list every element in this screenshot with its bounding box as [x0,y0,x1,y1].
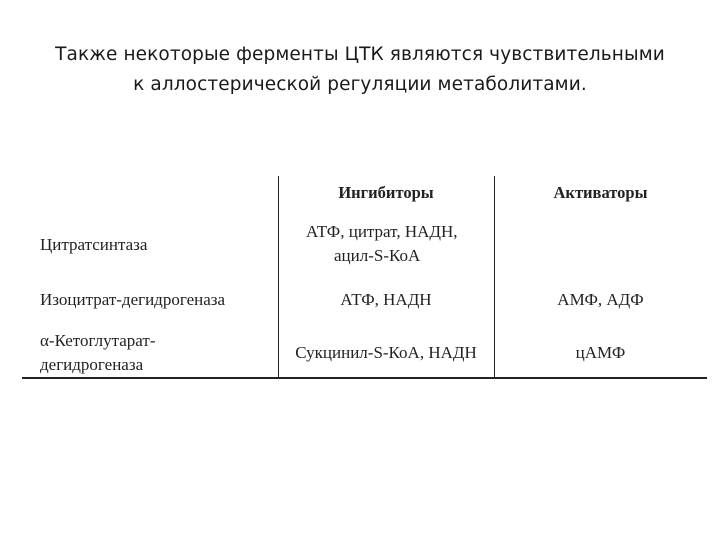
row-2-inhibitors: АТФ, НАДН [340,290,432,309]
header-inhibitors: Ингибиторы [338,183,434,202]
regulation-table [22,172,707,380]
row-2-activators: АМФ, АДФ [557,290,644,309]
slide-title-line-1: Также некоторые ферменты ЦТК являются чувствительными [55,44,665,65]
row-1-inhibitors-line-2: ацил-S-КоА [334,246,421,265]
table-bottom-rule [22,377,707,379]
slide-title-line-2: к аллостерической регуляции метаболитами. [133,74,587,95]
row-1-inhibitors-line-1: АТФ, цитрат, НАДН, [306,222,458,241]
header-activators: Активаторы [553,183,648,202]
row-3-enzyme-line-2: дегидрогеназа [40,355,144,374]
row-2-enzyme: Изоцитрат-дегидрогеназа [40,290,226,309]
slide-title [0,40,720,100]
row-3-inhibitors: Сукцинил-S-КоА, НАДН [295,343,477,362]
row-3-enzyme-line-1: α-Кетоглутарат- [40,331,156,350]
row-3-activators: цАМФ [575,343,626,362]
row-1-enzyme: Цитратсинтаза [40,235,148,254]
